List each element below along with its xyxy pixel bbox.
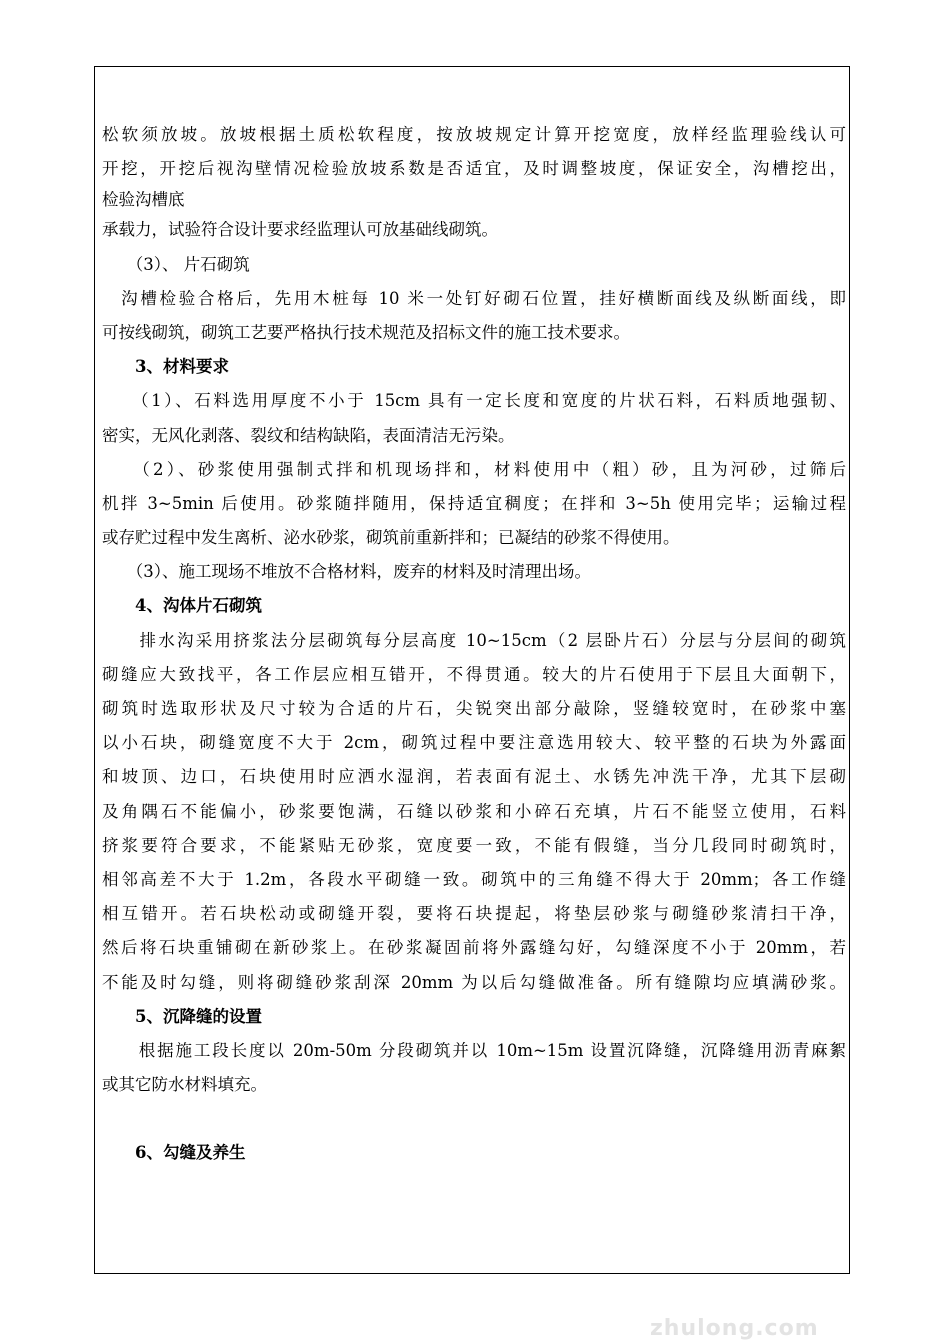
text-line: 机拌 3~5min 后使用。砂浆随拌随用，保持适宜稠度；在拌和 3~5h 使用完毕；运输过程: [102, 493, 846, 513]
section-heading: 6、勾缝及养生: [102, 1143, 246, 1163]
document-body: [102, 118, 846, 1171]
text-line: （3）、 片石砌筑: [102, 254, 250, 274]
text-line: 开挖，开挖后视沟壁情况检验放坡系数是否适宜，及时调整坡度，保证安全，沟槽挖出，: [102, 159, 846, 179]
text-line: 可按线砌筑，砌筑工艺要严格执行技术规范及招标文件的施工技术要求。: [102, 322, 630, 342]
text-line: （1）、石料选用厚度不小于 15cm 具有一定长度和宽度的片状石料，石料质地强韧、: [102, 391, 846, 411]
text-line: （2）、砂浆使用强制式拌和机现场拌和，材料使用中（粗）砂，且为河砂，过筛后: [102, 459, 846, 479]
text-line: 然后将石块重铺砌在新砂浆上。在砂浆凝固前将外露缝勾好，勾缝深度不小于 20mm，若: [102, 938, 846, 958]
text-line: 沟槽检验合格后，先用木桩每 10 米一处钉好砌石位置，挂好横断面线及纵断面线，即: [102, 288, 846, 308]
text-line: 排水沟采用挤浆法分层砌筑每分层高度 10~15cm（2 层卧片石）分层与分层间的砌筑: [102, 630, 846, 650]
watermark: zhulong.com: [650, 1316, 819, 1341]
text-line: 或存贮过程中发生离析、泌水砂浆，砌筑前重新拌和；已凝结的砂浆不得使用。: [102, 528, 680, 548]
text-line: 和坡顶、边口，石块使用时应洒水湿润，若表面有泥土、水锈先冲洗干净，尤其下层砌: [102, 767, 846, 787]
text-line: 根据施工段长度以 20m-50m 分段砌筑并以 10m~15m 设置沉降缝，沉降缝用沥青麻絮: [102, 1040, 846, 1060]
text-line: 或其它防水材料填充。: [102, 1075, 267, 1095]
blank-line: [102, 1102, 846, 1136]
text-line: 不能及时勾缝，则将砌缝砂浆刮深 20mm 为以后勾缝做准备。所有缝隙均应填满砂浆。: [102, 972, 846, 992]
text-line: 砌缝应大致找平，各工作层应相互错开，不得贯通。较大的片石使用于下层且大面朝下，: [102, 664, 846, 684]
text-line: 检验沟槽底: [102, 190, 185, 210]
section-heading: 3、材料要求: [102, 357, 229, 377]
text-line: 挤浆要符合要求，不能紧贴无砂浆，宽度要一致，不能有假缝，当分几段同时砌筑时，: [102, 835, 846, 855]
text-line: 密实，无风化剥落、裂纹和结构缺陷，表面清洁无污染。: [102, 425, 515, 445]
text-line: （3）、施工现场不堆放不合格材料，废弃的材料及时清理出场。: [102, 562, 591, 582]
section-heading: 5、沉降缝的设置: [102, 1006, 262, 1026]
text-line: 砌筑时选取形状及尺寸较为合适的片石，尖锐突出部分敲除，竖缝较宽时，在砂浆中塞: [102, 699, 846, 718]
text-line: 相邻高差不大于 1.2m，各段水平砌缝一致。砌筑中的三角缝不得大于 20mm；各工作缝: [102, 869, 846, 889]
text-line: 相互错开。若石块松动或砌缝开裂，要将石块提起，将垫层砂浆与砌缝砂浆清扫干净，: [102, 904, 846, 924]
text-line: 承载力，试验符合设计要求经监理认可放基础线砌筑。: [102, 220, 498, 240]
text-line: 松软须放坡。放坡根据土质松软程度，按放坡规定计算开挖宽度，放样经监理验线认可: [102, 125, 846, 144]
text-line: 以小石块，砌缝宽度不大于 2cm，砌筑过程中要注意选用较大、较平整的石块为外露面: [102, 733, 846, 753]
section-heading: 4、沟体片石砌筑: [102, 596, 262, 616]
text-line: 及角隅石不能偏小，砂浆要饱满，石缝以砂浆和小碎石充填，片石不能竖立使用，石料: [102, 801, 846, 821]
